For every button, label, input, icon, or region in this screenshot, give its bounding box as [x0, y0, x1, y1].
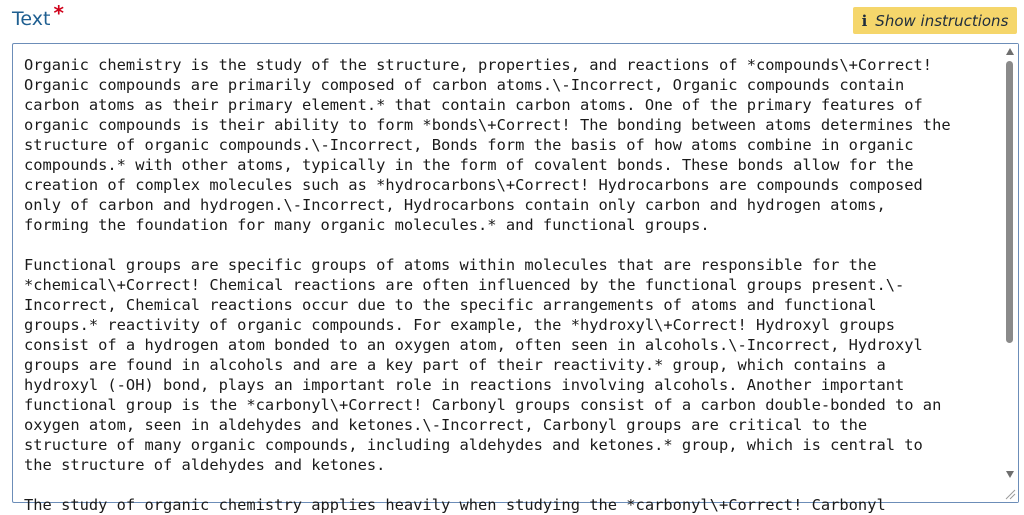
scroll-down-arrow-icon[interactable]: [1006, 471, 1014, 478]
info-icon: i: [861, 11, 868, 30]
editor-line: carbon atoms as their primary element.* that contain carbon atoms. One of the primary features of: [24, 96, 923, 114]
editor-content[interactable]: [24, 55, 1000, 515]
field-label: [12, 1, 64, 30]
editor-line: creation of complex molecules such as *hydrocarbons\+Correct! Hydrocarbons are compounds composed: [24, 176, 923, 194]
editor-line: the structure of aldehydes and ketones.: [24, 456, 386, 474]
scroll-up-arrow-icon[interactable]: [1006, 48, 1014, 55]
editor-line: Organic compounds are primarily composed of carbon atoms.\-Incorrect, Organic compounds contain: [24, 76, 905, 94]
editor-line: structure of organic compounds.\-Incorrect, Bonds form the basis of how atoms combine in organic: [24, 136, 914, 154]
field-label-text: Text: [12, 8, 51, 30]
editor-line: groups.* reactivity of organic compounds. For example, the *hydroxyl\+Correct! Hydroxyl groups: [24, 316, 895, 334]
editor-line: Functional groups are specific groups of atoms within molecules that are responsible for the: [24, 256, 877, 274]
editor-line: *chemical\+Correct! Chemical reactions are often influenced by the functional groups present.\-: [24, 276, 905, 294]
editor-line: consist of a hydrogen atom bonded to an oxygen atom, often seen in alcohols.\-Incorrect, Hydroxyl: [24, 336, 923, 354]
editor-line: forming the foundation for many organic molecules.* and functional groups.: [24, 216, 710, 234]
show-instructions-button[interactable]: [853, 7, 1017, 34]
editor-line: Incorrect, Chemical reactions occur due to the specific arrangements of atoms and functional: [24, 296, 877, 314]
editor-line: structure of many organic compounds, including aldehydes and ketones.* group, which is central to: [24, 436, 923, 454]
text-editor[interactable]: [12, 43, 1019, 514]
editor-line: The study of organic chemistry applies heavily when studying the *carbonyl\+Correct! Carbonyl: [24, 496, 886, 514]
editor-line: compounds.* with other atoms, typically in the form of covalent bonds. These bonds allow for the: [24, 156, 914, 174]
editor-line: Organic chemistry is the study of the structure, properties, and reactions of *compounds\+Correct!: [24, 56, 933, 74]
resize-handle-icon[interactable]: [1004, 488, 1016, 500]
required-asterisk: *: [53, 1, 64, 25]
editor-line: hydroxyl (-OH) bond, plays an important role in reactions involving alcohols. Another important: [24, 376, 905, 394]
scrollbar-thumb[interactable]: [1006, 61, 1013, 343]
show-instructions-label: Show instructions: [875, 11, 1009, 30]
editor-line: organic compounds is their ability to form *bonds\+Correct! The bonding between atoms determines the: [24, 116, 951, 134]
vertical-scrollbar[interactable]: [1001, 44, 1018, 502]
editor-line: oxygen atom, seen in aldehydes and ketones.\-Incorrect, Carbonyl groups are critical to the: [24, 416, 868, 434]
editor-line: functional group is the *carbonyl\+Correct! Carbonyl groups consist of a carbon double-bonded to an: [24, 396, 942, 414]
editor-line: only of carbon and hydrogen.\-Incorrect, Hydrocarbons contain only carbon and hydrogen atoms,: [24, 196, 886, 214]
editor-line: groups are found in alcohols and are a key part of their reactivity.* group, which contains a: [24, 356, 886, 374]
